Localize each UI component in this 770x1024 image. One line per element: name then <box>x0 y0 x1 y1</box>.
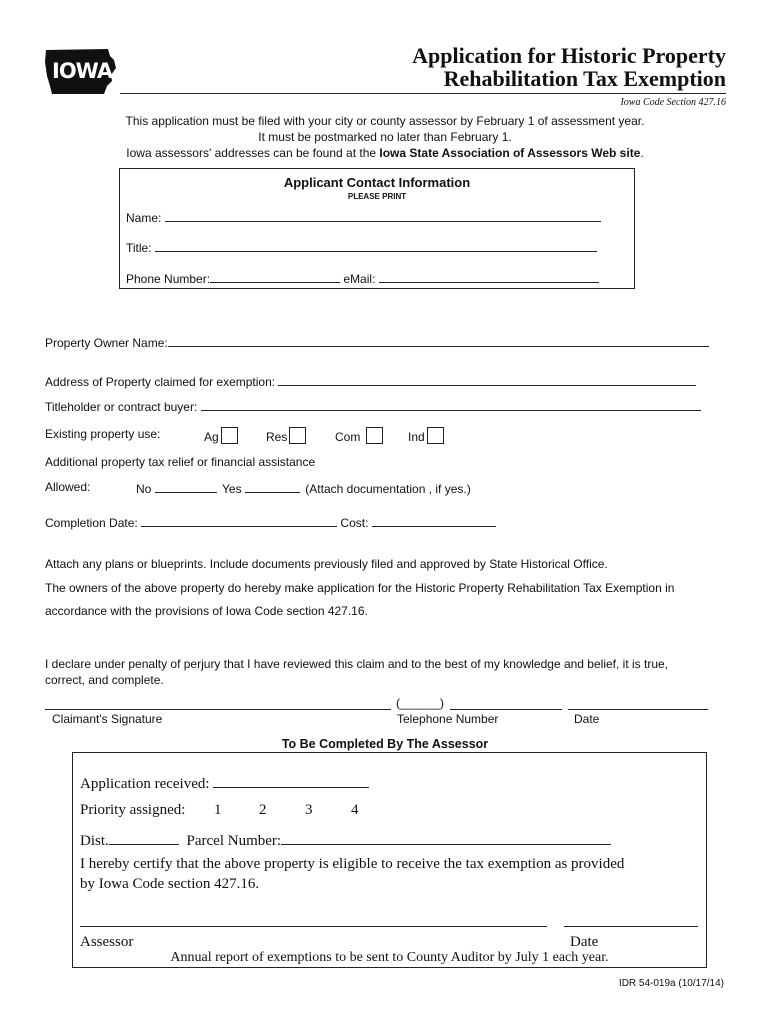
owner-name-label: Property Owner Name: <box>45 336 168 350</box>
phone-paren: (______) <box>396 696 445 710</box>
contact-title: Applicant Contact Information <box>283 175 471 190</box>
iowa-logo <box>44 48 118 96</box>
form-id: IDR 54-019a (10/17/14) <box>618 978 724 989</box>
name-field[interactable] <box>126 209 601 225</box>
page-title-line1: Application for Historic Property <box>412 43 726 68</box>
owners-declaration-line1: The owners of the above property do hereby make application for the Historic Property Rehabilitation Tax Exemption in <box>45 581 675 595</box>
certify-line2: by Iowa Code section 427.16. <box>80 876 260 892</box>
owner-name-field[interactable] <box>45 334 709 350</box>
received-input-line[interactable] <box>213 773 369 788</box>
phone-label: Phone Number: <box>126 272 211 286</box>
assessor-date-line[interactable] <box>564 926 698 927</box>
priority-3[interactable]: 3 <box>305 802 313 818</box>
dist-label: Dist. <box>80 833 109 849</box>
assessor-heading: To Be Completed By The Assessor <box>281 737 489 751</box>
claim-date-line[interactable] <box>568 709 708 710</box>
intro-line-3-suffix: . <box>640 146 644 160</box>
dist-parcel-field <box>80 830 611 850</box>
title-field[interactable] <box>126 239 597 255</box>
priority-2[interactable]: 2 <box>259 802 267 818</box>
certify-line1: I hereby certify that the above property is eligible to receive the tax exemption as provided <box>80 856 625 872</box>
ind-checkbox[interactable] <box>427 427 444 444</box>
titleholder-input-line[interactable] <box>201 398 701 411</box>
assessor-date-label: Date <box>570 934 599 950</box>
attach-note: (Attach documentation , if yes.) <box>305 482 471 496</box>
priority-label: Priority assigned: <box>80 802 186 818</box>
phone-input-line[interactable] <box>210 270 340 283</box>
name-input-line[interactable] <box>165 209 601 222</box>
relief-label: Additional property tax relief or financial assistance <box>45 455 316 469</box>
received-label: Application received: <box>80 776 210 792</box>
phone-email-field[interactable] <box>126 270 599 286</box>
page-title-line2: Rehabilitation Tax Exemption <box>443 66 726 91</box>
claim-date-label: Date <box>574 712 600 726</box>
intro-line-1: This application must be filed with your city or county assessor by February 1 of assessment year. <box>125 114 645 128</box>
res-checkbox[interactable] <box>289 427 306 444</box>
use-option-com[interactable] <box>335 427 383 444</box>
code-section: Iowa Code Section 427.16 <box>620 97 726 108</box>
assessor-signature-line[interactable] <box>80 926 547 927</box>
received-field[interactable] <box>80 773 369 793</box>
telephone-line[interactable] <box>450 709 562 710</box>
dist-input-line[interactable] <box>109 830 179 845</box>
signature-label: Claimant's Signature <box>52 712 163 726</box>
cost-input-line[interactable] <box>372 514 496 527</box>
title-input-line[interactable] <box>155 239 597 252</box>
assessor-box <box>72 752 707 968</box>
allowed-options <box>136 480 471 496</box>
use-option-res-label: Res <box>266 430 288 444</box>
use-option-com-label: Com <box>335 430 361 444</box>
parcel-input-line[interactable] <box>281 830 611 845</box>
completion-date-input-line[interactable] <box>141 514 337 527</box>
titleholder-label: Titleholder or contract buyer: <box>45 400 198 414</box>
name-label: Name: <box>126 211 162 225</box>
yes-input-line[interactable] <box>245 480 300 493</box>
applicant-contact-box <box>119 168 635 289</box>
use-option-ag-label: Ag <box>204 430 219 444</box>
logo-text: IOWA <box>52 59 113 83</box>
parcel-label: Parcel Number: <box>186 833 282 849</box>
email-input-line[interactable] <box>379 270 599 283</box>
address-label: Address of Property claimed for exemption: <box>45 375 276 389</box>
attach-plans-text: Attach any plans or blueprints. Include documents previously filed and approved by State Historical Office. <box>45 557 608 571</box>
use-option-ind-label: Ind <box>408 430 425 444</box>
perjury-line2: correct, and complete. <box>45 673 164 687</box>
completion-cost-field <box>45 514 496 530</box>
completion-date-label: Completion Date: <box>45 516 138 530</box>
address-input-line[interactable] <box>278 373 696 386</box>
owners-declaration-line2: accordance with the provisions of Iowa Code section 427.16. <box>45 604 368 618</box>
intro-line-2: It must be postmarked no later than February 1. <box>258 130 512 144</box>
com-checkbox[interactable] <box>366 427 383 444</box>
perjury-line1: I declare under penalty of perjury that I have reviewed this claim and to the best of my knowledge and belief, it is true, <box>45 657 669 671</box>
existing-use-label: Existing property use: <box>45 427 161 441</box>
address-field[interactable] <box>45 373 696 389</box>
yes-label: Yes <box>222 482 242 496</box>
title-label: Title: <box>126 241 152 255</box>
use-option-ind[interactable] <box>408 427 444 444</box>
ag-checkbox[interactable] <box>221 427 238 444</box>
annual-report-note: Annual report of exemptions to be sent to County Auditor by July 1 each year. <box>170 950 609 965</box>
use-option-ag[interactable] <box>204 427 238 444</box>
assessors-web-site-link[interactable]: Iowa State Association of Assessors Web site <box>379 146 641 160</box>
header-rule <box>120 93 726 94</box>
titleholder-field[interactable] <box>45 398 701 414</box>
allowed-label: Allowed: <box>45 480 91 494</box>
use-option-res[interactable] <box>266 427 306 444</box>
intro <box>0 114 770 160</box>
cost-label: Cost: <box>340 516 369 530</box>
no-label: No <box>136 482 152 496</box>
intro-line-3 <box>0 146 770 160</box>
telephone-label: Telephone Number <box>397 712 499 726</box>
email-label: eMail: <box>343 272 376 286</box>
priority-4[interactable]: 4 <box>351 802 359 818</box>
assessor-label: Assessor <box>80 934 134 950</box>
signature-line[interactable] <box>45 709 391 710</box>
owner-name-input-line[interactable] <box>168 334 709 347</box>
intro-line-3-prefix: Iowa assessors' addresses can be found at the <box>126 146 380 160</box>
no-input-line[interactable] <box>155 480 217 493</box>
contact-subtitle: PLEASE PRINT <box>347 192 407 201</box>
priority-1[interactable]: 1 <box>214 802 222 818</box>
